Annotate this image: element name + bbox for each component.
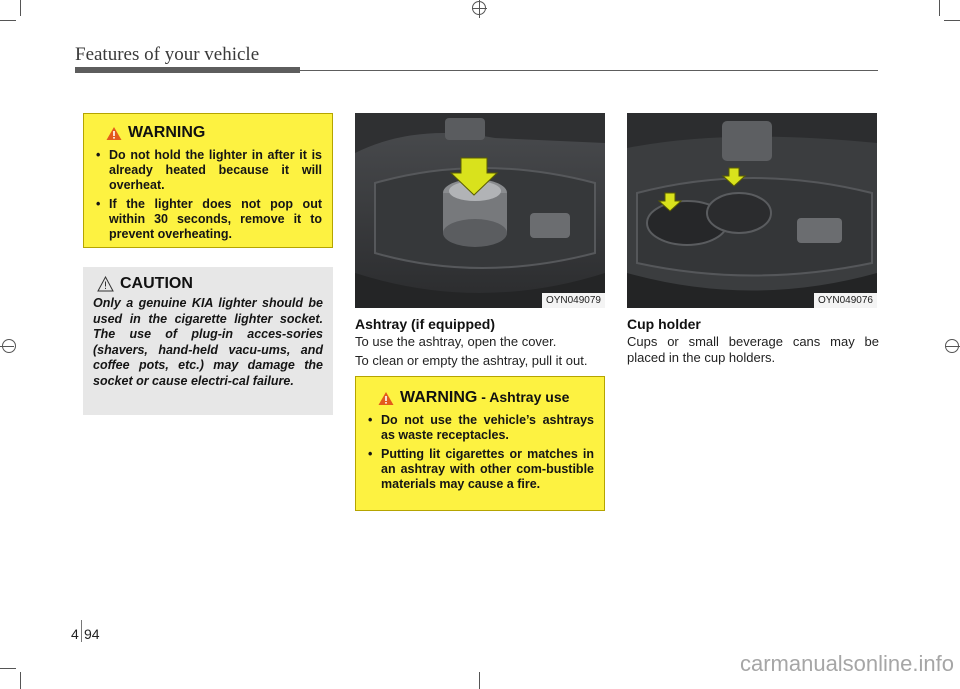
- cupholder-body: Cups or small beverage cans may be placed in the cup holders.: [627, 334, 879, 365]
- warning-subtitle: - Ashtray use: [477, 389, 570, 405]
- crop-mark: [0, 668, 16, 669]
- warning-item: • Do not hold the lighter in after it is already heated because it will overheat.: [96, 148, 322, 193]
- cupholder-photo: [627, 113, 877, 308]
- registration-mark: [2, 339, 16, 353]
- caution-box: [83, 267, 333, 415]
- page-header-title: Features of your vehicle: [75, 44, 260, 65]
- page-number-divider: [81, 620, 82, 642]
- caution-title: CAUTION: [120, 275, 193, 292]
- ashtray-body: [355, 334, 610, 369]
- warning-item: • Do not use the vehicle’s ashtrays as waste receptacles.: [368, 413, 594, 443]
- ashtray-illustration: [355, 113, 605, 308]
- warning-title: [400, 389, 569, 407]
- crop-mark: [479, 672, 480, 689]
- chapter-number: 4: [71, 626, 79, 642]
- warning-title: WARNING: [128, 124, 206, 141]
- crop-mark: [20, 672, 21, 689]
- cupholder-heading: Cup holder: [627, 316, 701, 332]
- crop-mark: [944, 20, 960, 21]
- caution-text: Only a genuine KIA lighter should be used in the cigarette lighter socket. The use of plug-in acces-sories (shavers, hand-held vacu-ums, and coffee pots, etc.) may damage the socket or cause electri-cal failure.: [93, 296, 323, 388]
- photo-code: OYN049079: [542, 293, 605, 308]
- ashtray-line: To clean or empty the ashtray, pull it out.: [355, 353, 588, 368]
- header-rule: [75, 67, 300, 73]
- warning-list: [96, 148, 322, 242]
- ashtray-heading: Ashtray (if equipped): [355, 316, 496, 332]
- warning-item: • If the lighter does not pop out within 30 seconds, remove it to prevent overheating.: [96, 197, 322, 242]
- warning-title-text: WARNING: [400, 389, 478, 406]
- ashtray-photo: [355, 113, 605, 308]
- caution-triangle-icon: [97, 276, 114, 292]
- watermark: carmanualsonline.info: [739, 651, 954, 676]
- registration-mark: [472, 1, 486, 15]
- warning-triangle-icon: [378, 391, 394, 406]
- warning-triangle-icon: [106, 126, 122, 141]
- page-number: 94: [84, 626, 100, 642]
- ashtray-line: To use the ashtray, open the cover.: [355, 334, 557, 349]
- warning-item: • Putting lit cigarettes or matches in an ashtray with other com-bustible materials may cause a fire.: [368, 447, 594, 492]
- photo-code: OYN049076: [814, 293, 877, 308]
- cupholder-illustration: [627, 113, 877, 308]
- crop-mark: [20, 0, 21, 16]
- crop-mark: [0, 20, 16, 21]
- warning-list: [368, 413, 594, 492]
- registration-mark: [945, 339, 959, 353]
- warning-box-lighter: [83, 113, 333, 248]
- crop-mark: [939, 0, 940, 16]
- warning-box-ashtray: [355, 376, 605, 511]
- header-rule-thin: [300, 70, 878, 71]
